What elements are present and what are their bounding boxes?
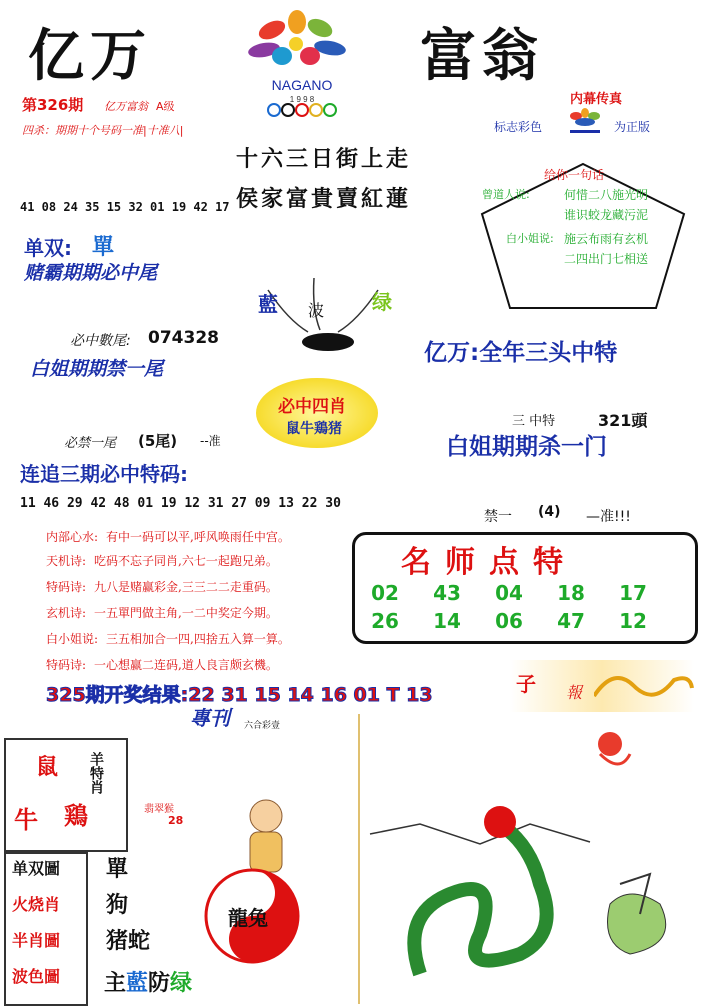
teacher-num: 14 bbox=[433, 609, 461, 633]
ban-tail-value: (5尾) bbox=[138, 432, 178, 450]
wave-mid: 波 bbox=[308, 301, 325, 320]
zodiac-gif-text: 翡翠猴 bbox=[144, 804, 174, 815]
main-prefix: 主 bbox=[104, 971, 127, 996]
main-blue: 藍 bbox=[126, 971, 149, 996]
ban-one-value: (4) bbox=[538, 504, 561, 520]
poem-line bbox=[46, 604, 278, 621]
pig-snake-label: 猪蛇 bbox=[106, 929, 151, 954]
yiwan-line: 亿万:全年三头中特 bbox=[424, 340, 618, 366]
teacher-num: 06 bbox=[495, 609, 523, 633]
teacher-num: 04 bbox=[495, 581, 523, 605]
gambler-line: 赌霸期期必中尾 bbox=[24, 262, 158, 284]
poem-label: 玄机诗: bbox=[46, 606, 87, 620]
odd-even-value: 單 bbox=[92, 235, 115, 260]
advice-label-2: 白小姐说: bbox=[506, 232, 554, 245]
zodiac-ox: 牛 bbox=[14, 806, 38, 834]
must-numbers-value: 074328 bbox=[148, 328, 219, 348]
poem-line bbox=[46, 578, 278, 595]
teacher-num: 26 bbox=[371, 609, 399, 633]
poem-line bbox=[46, 656, 278, 673]
advice-line-2: 谁识蛟龙藏污泥 bbox=[564, 208, 649, 222]
dragon-picture bbox=[358, 714, 698, 1004]
numbers-row-1: 41 08 24 35 15 32 01 19 42 17 bbox=[20, 200, 230, 214]
poem-text: 一五單門做主角,一二中奖定今期。 bbox=[94, 606, 278, 620]
couplet-line-2: 侯家富貴賣紅蓮 bbox=[236, 186, 412, 212]
inside-fax-title: 内幕传真 bbox=[570, 92, 623, 107]
advice-label-1: 曾道人说: bbox=[482, 188, 530, 201]
numbers-row-2: 11 46 29 42 48 01 19 12 31 27 09 13 22 30 bbox=[20, 496, 341, 511]
teacher-num: 02 bbox=[371, 581, 399, 605]
fire-chart-label: 火烧肖 bbox=[12, 895, 61, 914]
teacher-box bbox=[352, 532, 698, 644]
advice-line-3: 施云布雨有玄机 bbox=[564, 232, 649, 246]
genuine-text: 为正版 bbox=[614, 120, 651, 134]
poem-line bbox=[46, 630, 290, 647]
poem-label: 特码诗: bbox=[46, 658, 87, 672]
dragon-rabbit-label: 龍兔 bbox=[228, 906, 268, 930]
poem-text: 三五相加合一四,四捨五入算一算。 bbox=[106, 632, 290, 646]
advice-title: 给你一句话 bbox=[544, 168, 605, 182]
odd-even-label: 单双: bbox=[24, 236, 72, 260]
zodiac-rooster: 鶏 bbox=[64, 802, 88, 830]
teacher-num: 12 bbox=[619, 609, 647, 633]
zodiac-banner bbox=[510, 660, 694, 712]
dragon-ornament-icon bbox=[594, 666, 694, 706]
left-bottom-panel bbox=[0, 722, 352, 1008]
bao-label: 報 bbox=[566, 683, 583, 702]
four-zodiac-oval bbox=[256, 378, 378, 448]
white-kill-door: 白姐期期杀一门 bbox=[446, 434, 607, 460]
zodiac-mouse: 鼠 bbox=[36, 755, 59, 780]
result-line: 325期开奖结果:22 31 15 14 16 01 T 13 bbox=[46, 684, 433, 706]
wave-chart-label: 波色圖 bbox=[12, 967, 61, 986]
wave-diagram bbox=[248, 270, 408, 360]
mark-color-text: 标志彩色 bbox=[494, 120, 543, 134]
title-right: 富翁 bbox=[420, 23, 544, 89]
teacher-num: 43 bbox=[433, 581, 461, 605]
side-vertical-text: 羊特肖 bbox=[88, 752, 104, 794]
poem-text: 吃码不忘子同肖,六七一起跑兄弟。 bbox=[94, 554, 278, 568]
olympic-rings-icon bbox=[268, 104, 336, 116]
advice-line-4: 二四出门七相送 bbox=[564, 252, 649, 266]
four-zodiac-value: 鼠牛鶏猪 bbox=[286, 421, 342, 437]
teacher-num: 18 bbox=[557, 581, 585, 605]
ban-one-suffix: —准!!! bbox=[586, 509, 631, 525]
mini-logo-icon bbox=[560, 106, 610, 140]
zodiac-gif-num: 28 bbox=[168, 814, 184, 827]
main-green: 绿 bbox=[170, 971, 193, 996]
olympic-logo bbox=[212, 6, 392, 124]
three-heads-label: 三 中特 bbox=[512, 414, 556, 429]
zi-label: 子 bbox=[516, 672, 536, 696]
issue-brand: 亿万富翁 bbox=[104, 100, 148, 113]
ban-one-prefix: 禁一 bbox=[484, 509, 512, 525]
special-subtitle: 六合彩壹 bbox=[244, 721, 281, 731]
teacher-title: 名师点特 bbox=[401, 545, 577, 580]
poem-label: 天机诗: bbox=[46, 554, 87, 568]
four-zodiac-title: 必中四肖 bbox=[278, 397, 346, 417]
three-heads-value: 321頭 bbox=[598, 411, 648, 430]
logo-year: 1 9 9 8 bbox=[289, 95, 315, 104]
ban-tail-label: 必禁一尾 bbox=[64, 436, 117, 451]
dragon-icon bbox=[360, 714, 698, 1004]
poem-line bbox=[46, 528, 290, 545]
bowl-icon bbox=[302, 333, 354, 351]
streak-title: 连追三期必中特码: bbox=[20, 462, 188, 486]
odd-chart-label: 单双圖 bbox=[12, 859, 61, 878]
single-label: 單 bbox=[106, 857, 129, 882]
poem-text: 一心想赢二连码,道人良言颇玄機。 bbox=[94, 658, 278, 672]
half-chart-label: 半肖圖 bbox=[12, 931, 61, 950]
teacher-num: 17 bbox=[619, 581, 647, 605]
dog-label: 狗 bbox=[106, 893, 129, 918]
wave-green: 绿 bbox=[372, 290, 392, 314]
title-left: 亿万 bbox=[28, 23, 152, 89]
issue-grade: A级 bbox=[156, 100, 175, 113]
must-numbers-label: 必中數尾: bbox=[70, 333, 131, 349]
poem-text: 九八是赌赢彩金,三三二二走重码。 bbox=[94, 580, 278, 594]
advice-line-1: 何惜二八施光明 bbox=[564, 188, 649, 202]
issue-note: 四杀：期期十个号码一准|十准八| bbox=[22, 124, 184, 137]
zodiac-gif-badge bbox=[130, 800, 200, 832]
poem-label: 特码诗: bbox=[46, 580, 87, 594]
couplet-line-1: 十六三日街上走 bbox=[236, 146, 412, 172]
flower-petals-icon bbox=[247, 10, 347, 65]
poem-label: 内部心水: bbox=[46, 530, 99, 544]
poem-label: 白小姐说: bbox=[46, 632, 99, 646]
main-guard: 防 bbox=[148, 971, 171, 996]
poem-line bbox=[46, 552, 278, 569]
advice-pentagon bbox=[478, 162, 688, 312]
issue-label: 第326期 bbox=[22, 96, 84, 114]
teacher-num: 47 bbox=[557, 609, 585, 633]
main-guard-line bbox=[104, 966, 192, 997]
logo-text: NAGANO bbox=[271, 77, 333, 93]
white-ban-tail: 白姐期期禁一尾 bbox=[30, 358, 164, 380]
poem-text: 有中一码可以平,呼风唤雨任中宫。 bbox=[106, 530, 290, 544]
ban-tail-suffix: --准 bbox=[200, 434, 221, 448]
wave-blue: 藍 bbox=[258, 292, 278, 316]
special-title: 專刊 bbox=[190, 706, 230, 730]
